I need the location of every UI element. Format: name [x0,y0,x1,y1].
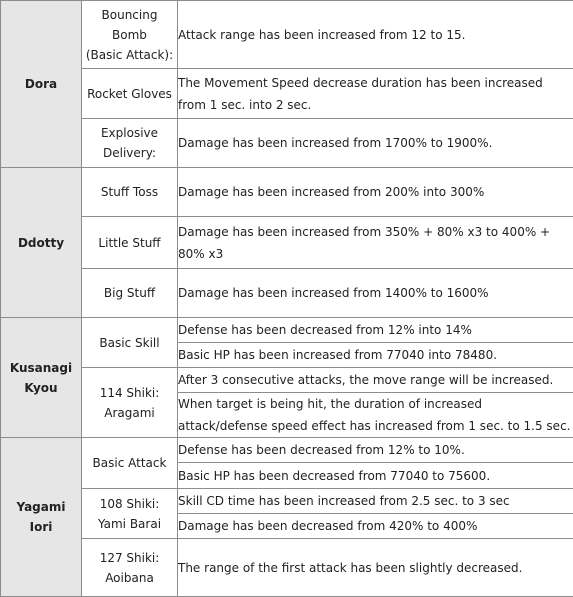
hero-name-cell [1,438,82,597]
skill-name: Stuff Toss [100,185,159,199]
change-cell [178,438,573,463]
skill-name: Basic Skill [99,335,160,350]
skill-name: Basic Attack [92,456,167,470]
change-text: Defense has been decreased from 12% to 10%. [178,443,465,457]
table-row [1,368,573,393]
change-text: Damage has been decreased from 420% to 400% [178,519,478,533]
skill-name-cell [82,489,178,539]
change-text: Skill CD time has been increased from 2.5 sec. to 3 sec [178,494,510,508]
skill-name: Explosive Delivery: [100,126,159,160]
change-text: Damage has been increased from 1700% to 1900%. [178,136,493,150]
change-text: Basic HP has been decreased from 77040 to 75600. [178,468,491,483]
skill-name: Rocket Gloves [87,86,172,101]
hero-name: Dora [24,77,58,91]
table-row [1,318,573,343]
change-text: When target is being hit, the duration of increased attack/defense speed effect has increased from 1 sec. to 1.5 sec. [178,397,571,433]
skill-name-cell [82,69,178,119]
change-cell [178,318,573,343]
table-row [1,69,573,119]
change-cell [178,368,573,393]
hero-name-cell [1,1,82,168]
table-row [1,489,573,514]
change-text: The Movement Speed decrease duration has been increased from 1 sec. into 2 sec. [178,75,543,112]
change-text: Damage has been increased from 200% into 300% [178,185,485,199]
skill-name-cell [82,168,178,217]
table-row [1,269,573,318]
hero-name-cell [1,318,82,438]
hero-name: Ddotty [17,235,65,250]
skill-name-cell [82,217,178,269]
change-cell [178,343,573,368]
skill-name-cell [82,539,178,597]
skill-name-cell [82,1,178,69]
change-cell [178,514,573,539]
change-text: Damage has been increased from 350% + 80% x3 to 400% + 80% x3 [178,224,551,261]
table-row [1,539,573,597]
change-cell [178,463,573,489]
skill-name: Little Stuff [98,235,161,250]
change-text: After 3 consecutive attacks, the move range will be increased. [178,373,554,387]
change-cell [178,69,573,119]
skill-name: 108 Shiki: Yami Barai [97,496,162,531]
skill-name: Big Stuff [103,286,156,300]
change-text: Basic HP has been increased from 77040 into 78480. [178,348,498,362]
change-cell [178,489,573,514]
hero-name: Kusanagi Kyou [9,360,73,395]
skill-name: 127 Shiki: Aoibana [99,550,160,585]
skill-name-cell [82,269,178,318]
change-text: Attack range has been increased from 12 to 15. [178,27,466,42]
hero-name: Yagami Iori [16,500,66,534]
skill-name-cell [82,119,178,168]
change-text: Defense has been decreased from 12% into 14% [178,323,472,337]
table-row [1,168,573,217]
skill-name-cell [82,438,178,489]
change-cell [178,393,573,438]
skill-name: Bouncing Bomb (Basic Attack): [85,7,174,62]
hero-name-cell [1,168,82,318]
skill-name-cell [82,368,178,438]
change-cell [178,119,573,168]
table-row [1,1,573,69]
table-row [1,119,573,168]
table-row [1,438,573,463]
change-cell [178,168,573,217]
skill-name: 114 Shiki: Aragami [99,385,160,420]
change-cell [178,1,573,69]
change-cell [178,539,573,597]
skill-name-cell [82,318,178,368]
table-row [1,217,573,269]
change-cell [178,217,573,269]
change-text: Damage has been increased from 1400% to 1600% [178,286,489,300]
change-cell [178,269,573,318]
change-text: The range of the first attack has been slightly decreased. [178,560,523,575]
